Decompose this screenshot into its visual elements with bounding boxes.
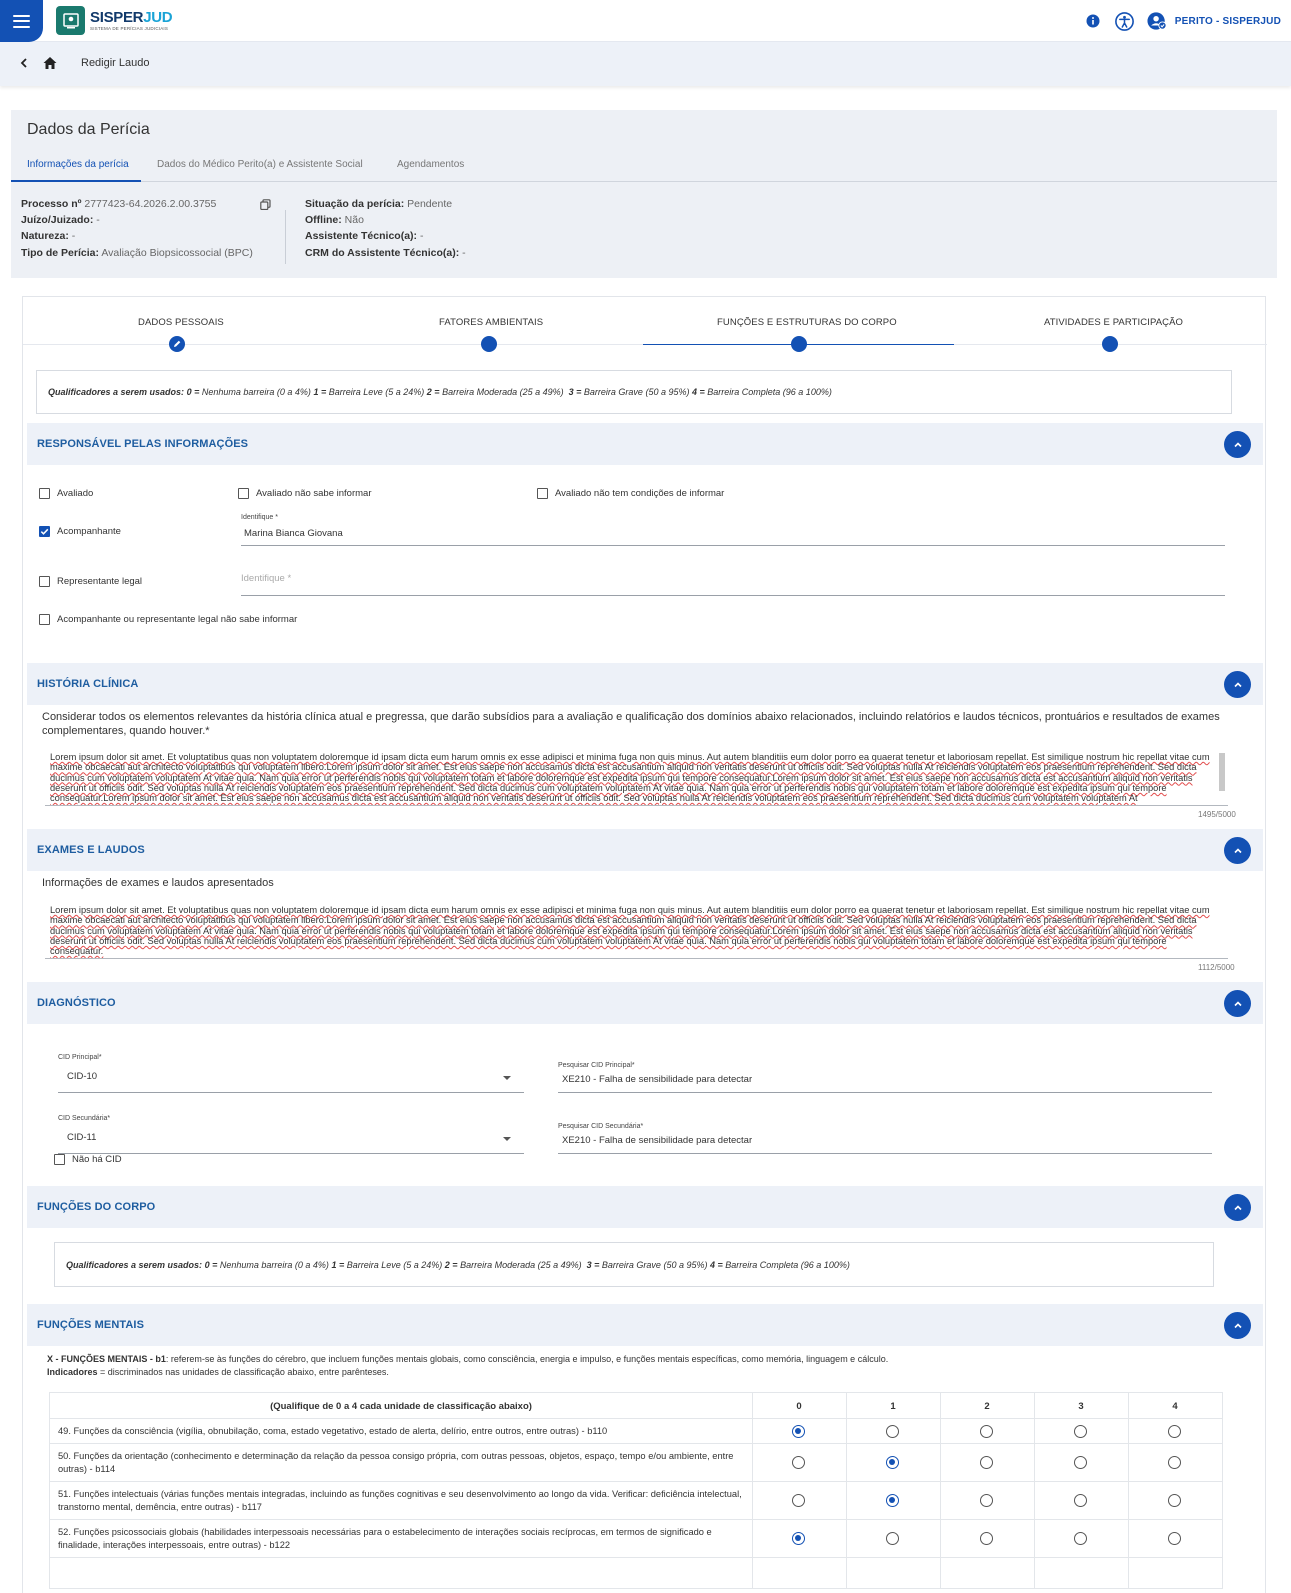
pericia-panel [11,110,1277,278]
chevron-up-icon [1233,999,1243,1009]
radio-row50-q4[interactable] [1168,1456,1181,1469]
section-title: DIAGNÓSTICO [37,997,116,1009]
section-historia-clinica [27,663,1263,705]
juizo-row: Juízo/Juizado: - [21,214,100,227]
processo-row: Processo nº 2777423-64.2026.2.00.3755 [21,198,217,210]
checkbox-box [537,488,548,499]
radio-row50-q3[interactable] [1074,1456,1087,1469]
processo-number: 2777423-64.2026.2.00.3755 [84,198,217,210]
radio-row52-q0[interactable] [792,1532,805,1545]
pesquisar-cid-principal-field[interactable]: Pesquisar CID Principal* XE210 - Falha de sensibilidade para detectar [558,1092,1212,1093]
assistente-row: Assistente Técnico(a): - [305,230,424,243]
exames-char-counter: 1112/5000 [1198,963,1235,972]
menu-icon [13,15,30,28]
tipo-pericia-row: Tipo de Perícia: Avaliação Biopsicossocial (BPC) [21,246,253,259]
chevron-up-icon [1233,1321,1243,1331]
section-title: RESPONSÁVEL PELAS INFORMAÇÕES [37,438,249,450]
radio-row49-q4[interactable] [1168,1425,1181,1438]
section-responsavel [27,423,1263,465]
radio-row50-q2[interactable] [980,1456,993,1469]
checkbox-box [39,576,50,587]
info-icon[interactable] [1083,11,1103,31]
tab-bar [11,156,1277,182]
question-text: 52. Funções psicossociais globais (habilidades interpessoais necessárias para o estabelecimento de interações sociais recíprocas, em termos de significado e finalidade, interações interpessoais, entre outras) - b122 [58,1527,712,1550]
home-icon[interactable] [42,55,58,71]
radio-row52-q3[interactable] [1074,1532,1087,1545]
radio-row51-q0[interactable] [792,1494,805,1507]
checkbox-nao-ha-cid[interactable]: Não há CID [54,1154,122,1165]
checkbox-box [238,488,249,499]
user-role-label[interactable]: PERITO - SISPERJUD [1174,15,1281,27]
collapse-button[interactable] [1224,1312,1251,1339]
section-exames-laudos [27,829,1263,871]
cid-principal-select[interactable]: CID Principal* CID-10 [58,1092,524,1093]
laudo-form-card [22,296,1266,1593]
app-logo[interactable] [56,6,172,35]
checkbox-checked [39,526,50,537]
step-atividades-participacao[interactable] [1102,336,1118,352]
top-bar [0,0,1291,42]
checkbox-box [39,614,50,625]
table-header-col-3: 3 [1078,1401,1084,1412]
section-funcoes-corpo [27,1186,1263,1228]
natureza-row: Natureza: - [21,230,76,243]
table-header-col-2: 2 [984,1401,990,1412]
logo-mark-icon [56,6,85,35]
checkbox-acompanhante[interactable]: Acompanhante [39,526,121,537]
question-text: 50. Funções da orientação (conhecimento e determinação da relação da pessoa consigo própria, com outras pessoas, objetos, espaço, tempo e/ou ambiente, entre outras) - b114 [58,1451,734,1474]
radio-row52-q4[interactable] [1168,1532,1181,1545]
step-label-atividades[interactable]: ATIVIDADES E PARTICIPAÇÃO [1044,317,1184,328]
qualifiers-legend: Qualificadores a serem usados: 0 = Nenhuma barreira (0 a 4%) 1 = Barreira Leve (5 a 24%) 2 = Barreira Moderada (25 a 49%) 3 = Barreira Grave (50 a 95%) 4 = Barreira Completa (96 a 100%) [36,370,1232,414]
exames-laudos-textarea[interactable]: Lorem ipsum dolor sit amet. Et voluptatibus quas non voluptatem doloremque id ipsam dicta eum harum omnis ex esse adipisci et minima fuga non quis minus. Aut autem blanditiis eum dolor porro ea quaerat tenetur et laboriosam repellat. Est similique nostrum hic repellat vitae cum maxime obcaecati aut architecto voluptatibus qui voluptatem libero.Lorem ipsum dolor sit amet. Est eius saepe non accusamus dicta est accusantium aliquid non veritatis deserunt ut officiis odit. Sed voluptas nulla At reiciendis voluptatem eos praesentium reprehenderit. Sed dicta ducimus cum voluptatem voluptatem At vitae quia. Nam quia error ut perferendis nobis qui voluptatem totam et labore doloremque est expedita ipsum qui tempore consequatur.Lorem ipsum dolor sit amet. Est eius saepe non accusamus dicta est accusantium aliquid non veritatis deserunt ut officiis odit. Sed voluptas nulla At reiciendis voluptatem eos praesentium reprehenderit. Sed dicta ducimus cum voluptatem voluptatem At vitae quia. Nam quia error ut perferendis nobis qui voluptatem totam et labore doloremque est expedita ipsum qui tempore consequatur. [45,903,1228,959]
historia-prompt: Considerar todos os elementos relevantes da história clínica atual e pregressa, que darão subsídios para a avaliação e qualificação dos domínios abaixo relacionados, incluindo relatórios e laudos técnicos, prontuários e resultados de exames complementares, quando houver.* [42,711,1220,737]
radio-row52-q2[interactable] [980,1532,993,1545]
pesquisar-cid-secundaria-field[interactable]: Pesquisar CID Secundária* XE210 - Falha de sensibilidade para detectar [558,1153,1212,1154]
radio-row50-q1[interactable] [886,1456,899,1469]
logo-subtitle: SISTEMA DE PERÍCIAS JUDICIAIS [90,25,169,31]
dropdown-caret-icon [503,1137,511,1141]
radio-row50-q0[interactable] [792,1456,805,1469]
step-label-dados-pessoais[interactable]: DADOS PESSOAIS [138,317,224,328]
breadcrumb [0,42,1291,86]
tab-informacoes-pericia[interactable]: Informações da perícia [11,156,141,182]
table-header-row [50,1393,1222,1419]
representante-identifique-field[interactable]: Identifique * [241,595,1225,596]
table-row [50,1520,1222,1558]
collapse-button[interactable] [1224,431,1251,458]
exames-prompt: Informações de exames e laudos apresentados [42,877,274,889]
radio-row52-q1[interactable] [886,1532,899,1545]
acompanhante-identifique-field[interactable]: Identifique * Marina Bianca Giovana [241,545,1225,546]
checkbox-avaliado-nao-condicoes[interactable]: Avaliado não tem condições de informar [537,488,724,499]
step-label-fatores-ambientais[interactable]: FATORES AMBIENTAIS [439,317,544,328]
checkbox-representante-legal[interactable]: Representante legal [39,576,142,587]
crm-row: CRM do Assistente Técnico(a): - [305,246,466,259]
breadcrumb-current-page: Redigir Laudo [81,57,150,69]
section-funcoes-mentais [27,1304,1263,1346]
radio-row49-q3[interactable] [1074,1425,1087,1438]
table-row [50,1444,1222,1482]
section-title: FUNÇÕES MENTAIS [37,1319,145,1331]
hamburger-menu-button[interactable] [0,0,43,42]
page-title: Dados da Perícia [27,121,150,138]
chevron-up-icon [1233,680,1243,690]
collapse-button[interactable] [1224,837,1251,864]
tab-dados-medico[interactable]: Dados do Médico Perito(a) e Assistente Social [157,159,363,170]
logo-title: SISPERJUD [90,8,173,26]
step-label-funcoes-estruturas[interactable]: FUNÇÕES E ESTRUTURAS DO CORPO [717,317,897,328]
accessibility-icon[interactable] [1115,11,1135,31]
section-diagnostico [27,982,1263,1024]
radio-row51-q1[interactable] [886,1494,899,1507]
step-dados-pessoais[interactable] [169,336,185,352]
historia-char-counter: 1495/5000 [1198,810,1236,819]
radio-row49-q1[interactable] [886,1425,899,1438]
collapse-button[interactable] [1224,990,1251,1017]
acompanhante-name: Marina Bianca Giovana [244,528,343,539]
radio-row49-q0[interactable] [792,1425,805,1438]
textarea-scrollbar[interactable] [1219,753,1225,791]
radio-row51-q2[interactable] [980,1494,993,1507]
table-header-col-0: 0 [796,1401,802,1412]
step-funcoes-estruturas[interactable] [791,336,807,352]
chevron-up-icon [1233,440,1243,450]
checkbox-box [39,488,50,499]
chevron-up-icon [1233,1203,1243,1213]
historia-clinica-textarea[interactable]: Lorem ipsum dolor sit amet. Et voluptatibus quas non voluptatem doloremque id ipsam dicta eum harum omnis ex esse adipisci et minima fuga non quis minus. Aut autem blanditiis eum dolor porro ea quaerat tenetur et laboriosam repellat. Est similique nostrum hic repellat vitae cum maxime obcaecati aut architecto voluptatibus qui voluptatem libero.Lorem ipsum dolor sit amet. Est eius saepe non accusamus dicta est accusantium aliquid non veritatis deserunt ut officiis odit. Sed voluptas nulla At reiciendis voluptatem eos praesentium reprehenderit. Sed dicta ducimus cum voluptatem voluptatem At vitae quia. Nam quia error ut perferendis nobis qui voluptatem totam et labore doloremque est expedita ipsum qui tempore consequatur.Lorem ipsum dolor sit amet. Est eius saepe non accusamus dicta est accusantium aliquid non veritatis deserunt ut officiis odit. Sed voluptas nulla At reiciendis voluptatem eos praesentium reprehenderit. Sed dicta ducimus cum voluptatem voluptatem At vitae quia. Nam quia error ut perferendis nobis qui voluptatem totam et labore doloremque est expedita ipsum qui tempore consequatur.Lorem ipsum dolor sit amet. Est eius saepe non accusamus dicta est accusantium aliquid non veritatis deserunt ut officiis odit. Sed voluptas nulla At reiciendis voluptatem eos praesentium reprehenderit. Sed dicta ducimus cum voluptatem voluptatem At [45,750,1228,806]
table-header-col-4: 4 [1172,1401,1178,1412]
offline-row: Offline: Não [305,214,364,227]
situacao-row: Situação da perícia: Pendente [305,198,453,210]
qualifiers-legend-funcoes: Qualificadores a serem usados: 0 = Nenhuma barreira (0 a 4%) 1 = Barreira Leve (5 a 24%) 2 = Barreira Moderada (25 a 49%) 3 = Barreira Grave (50 a 95%) 4 = Barreira Completa (96 a 100%) [54,1242,1214,1287]
table-header-question: (Qualifique de 0 a 4 cada unidade de classificação abaixo) [270,1401,532,1412]
section-title: EXAMES E LAUDOS [37,844,145,856]
chevron-up-icon [1233,846,1243,856]
radio-row51-q4[interactable] [1168,1494,1181,1507]
question-text: 51. Funções intelectuais (várias funções mentais integradas, incluindo as funções cognitivas e seu desenvolvimento ao longo da vida. Verificar: deficiência intelectual, transtorno mental, demência, entre outras) - b117 [58,1489,742,1512]
section-title: FUNÇÕES DO CORPO [37,1201,156,1213]
collapse-button[interactable] [1224,671,1251,698]
collapse-button[interactable] [1224,1194,1251,1221]
check-icon [39,526,50,537]
table-row [50,1419,1222,1444]
question-text: 49. Funções da consciência (vigília, obnubilação, coma, estado vegetativo, estado de alerta, delírio, entre outros, entre outras) - b110 [58,1426,608,1436]
cid-secundaria-select[interactable]: CID Secundária* CID-11 [58,1153,524,1154]
section-title: HISTÓRIA CLÍNICA [37,678,139,690]
checkbox-avaliado[interactable]: Avaliado [39,488,93,499]
user-account-icon[interactable] [1147,11,1167,31]
pericia-info-left [21,196,253,261]
checkbox-avaliado-nao-sabe[interactable]: Avaliado não sabe informar [238,488,371,499]
funcoes-mentais-table [49,1392,1223,1589]
copy-icon[interactable] [260,199,271,210]
checkbox-acomp-rep-nao-sabe[interactable]: Acompanhante ou representante legal não sabe informar [39,614,297,625]
chevron-left-icon[interactable] [17,56,31,70]
dropdown-caret-icon [503,1076,511,1080]
pencil-icon [172,339,182,349]
funcoes-mentais-description: X - FUNÇÕES MENTAIS - b1: referem-se às funções do cérebro, que incluem funções mentais globais, como consciência, energia e impulso, e funções mentais específicas, como memória, linguagem e cálculo. Indicadores = discriminados nas unidades de classificação abaixo, entre parênteses. [47,1354,889,1377]
info-divider [285,210,286,264]
radio-row51-q3[interactable] [1074,1494,1087,1507]
step-fatores-ambientais[interactable] [481,336,497,352]
checkbox-box [54,1154,65,1165]
tab-agendamentos[interactable]: Agendamentos [397,159,465,170]
pericia-info-right [305,196,466,261]
radio-row49-q2[interactable] [980,1425,993,1438]
table-header-col-1: 1 [890,1401,896,1412]
table-row [50,1558,1222,1588]
table-row [50,1482,1222,1520]
